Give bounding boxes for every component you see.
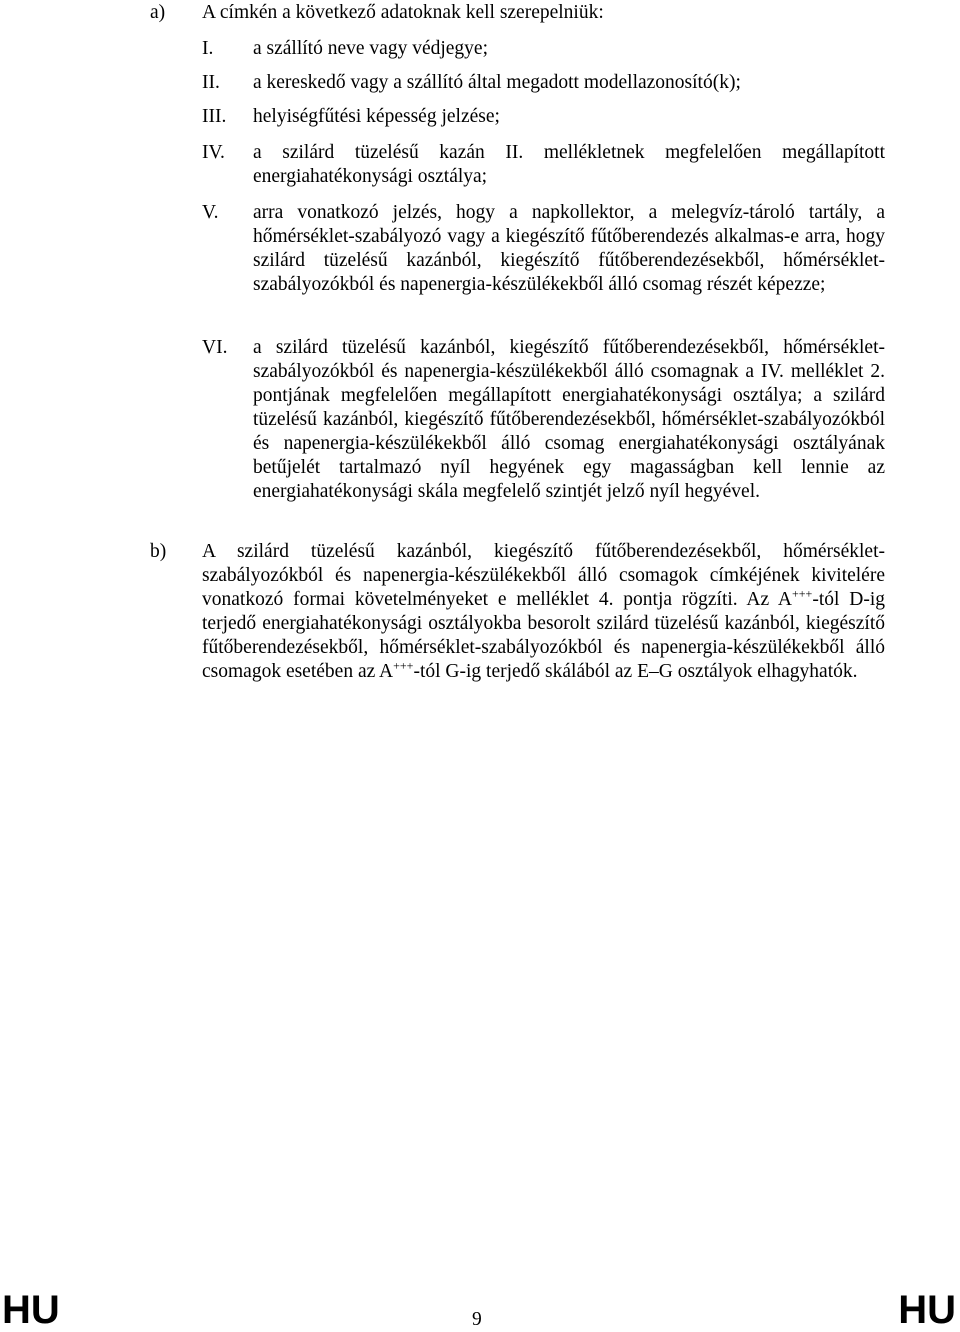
list-item-text: a szilárd tüzelésű kazán II. mellékletnek megfelelően megállapított energiahatékonysági osztálya; [253,142,885,187]
list-item-text: arra vonatkozó jelzés, hogy a napkollektor, a melegvíz-tároló tartály, a hőmérséklet-szabályozó vagy a kiegészítő fűtőberendezés alkalmas-e arra, hogy szilárd tüzelésű kazánból, kiegészítő fűtőberendezésekből, hőmérséklet-szabályozókból és napenergia-készülékekből álló csomag részét képezze; [253,202,885,295]
section-b-superscript-1: +++ [792,586,813,601]
list-item-text: a szilárd tüzelésű kazánból, kiegészítő fűtőberendezésekből, hőmérséklet-szabályozókból és napenergia-készülékekből álló csomagnak a IV. melléklet 2. pontjának megfelelően megállapított energiahatékonysági osztálya; a szilárd tüzelésű kazánból, kiegészítő fűtőberendezésekből, hőmérséklet-szabályozókból és napenergia-készülékekből álló csomag energiahatékonysági osztályának betűjelét tartalmazó nyíl hegyének egy magasságban kell lennie az energiahatékonysági skála megfelelő szintjét jelző nyíl hegyével. [253,337,885,502]
section-b-superscript-2: +++ [393,658,414,673]
page-number: 9 [472,1309,482,1330]
section-a-label: a) [150,2,166,23]
list-item-number: III. [202,106,227,127]
list-item-number: II. [202,72,220,93]
section-a-intro: A címkén a következő adatoknak kell szerepelniük: [202,2,604,23]
list-item-text: a szállító neve vagy védjegye; [253,38,488,59]
list-item-text: helyiségfűtési képesség jelzése; [253,106,500,127]
list-item-number: IV. [202,142,225,163]
list-item-number: V. [202,202,219,223]
section-b-text-part-1: A szilárd tüzelésű kazánból, kiegészítő fűtőberendezésekből, hőmérséklet-szabályozókból és napenergia-készülékekből álló csomagok címkéjének kivitelére vonatkozó formai követelményeket e melléklet 4. pontja rögzíti. Az A [202,541,885,610]
list-item-number: VI. [202,337,228,358]
footer-language-code-right: HU [898,1288,956,1332]
section-b-label: b) [150,541,167,562]
section-b-text-part-2: -tól D-ig terjedő energiahatékonysági osztályokba besorolt szilárd tüzelésű kazánból, kiegészítő fűtőberendezésekből, hőmérséklet-szabályozókból és napenergia-készülékekből álló csomagok esetében az A [202,589,885,682]
section-b-text-part-3: -tól G-ig terjedő skálából az E–G osztályok elhagyhatók. [413,661,858,682]
list-item-text: a kereskedő vagy a szállító által megadott modellazonosító(k); [253,72,741,93]
footer-language-code-left: HU [2,1288,60,1332]
section-b-paragraph [202,540,885,684]
list-item-number: I. [202,38,214,59]
